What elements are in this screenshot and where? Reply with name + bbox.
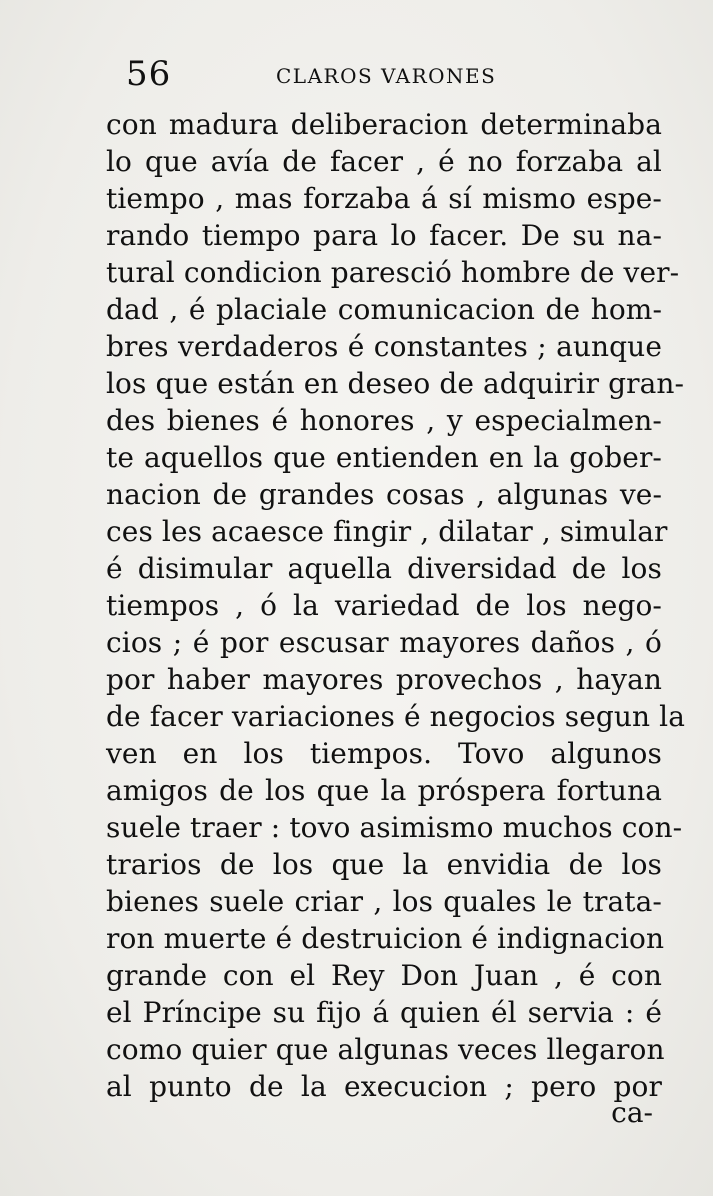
page-number: 56: [126, 54, 172, 94]
text-line: bres verdaderos é constantes ; aunque: [106, 330, 662, 363]
page-header: [126, 52, 666, 96]
text-line: rando tiempo para lo facer. De su na-: [106, 219, 662, 252]
text-line: é disimular aquella diversidad de los: [106, 552, 662, 585]
text-line: grande con el Rey Don Juan , é con: [106, 959, 662, 992]
text-line: por haber mayores provechos , hayan: [106, 663, 662, 696]
catchword: ca-: [611, 1096, 653, 1129]
text-line: suele traer : tovo asimismo muchos con-: [106, 811, 683, 844]
text-line: lo que avía de facer , é no forzaba al: [106, 145, 662, 178]
text-line: tiempo , mas forzaba á sí mismo espe-: [106, 182, 662, 215]
text-line: con madura deliberacion determinaba: [106, 108, 662, 141]
text-line: ces les acaesce fingir , dilatar , simular: [106, 515, 668, 548]
text-line: nacion de grandes cosas , algunas ve-: [106, 478, 662, 511]
text-line: ven en los tiempos. Tovo algunos: [106, 737, 662, 770]
running-title: CLAROS VARONES: [276, 64, 497, 88]
text-line: des bienes é honores , y especialmen-: [106, 404, 662, 437]
text-line: dad , é placiale comunicacion de hom-: [106, 293, 662, 326]
text-line: ron muerte é destruicion é indignacion: [106, 922, 665, 955]
text-line: te aquellos que entienden en la gober-: [106, 441, 662, 474]
body-text: [106, 106, 685, 1105]
text-line: de facer variaciones é negocios segun la: [106, 700, 685, 733]
text-line: como quier que algunas veces llegaron: [106, 1033, 665, 1066]
text-line: al punto de la execucion ; pero por: [106, 1070, 662, 1103]
text-line: tural condicion paresció hombre de ver-: [106, 256, 680, 289]
text-line: los que están en deseo de adquirir gran-: [106, 367, 685, 400]
text-line: bienes suele criar , los quales le trata-: [106, 885, 662, 918]
text-line: amigos de los que la próspera fortuna: [106, 774, 662, 807]
text-line: cios ; é por escusar mayores daños , ó: [106, 626, 662, 659]
text-line: tiempos , ó la variedad de los nego-: [106, 589, 662, 622]
text-line: el Príncipe su fijo á quien él servia : é: [106, 996, 662, 1029]
text-line: trarios de los que la envidia de los: [106, 848, 662, 881]
